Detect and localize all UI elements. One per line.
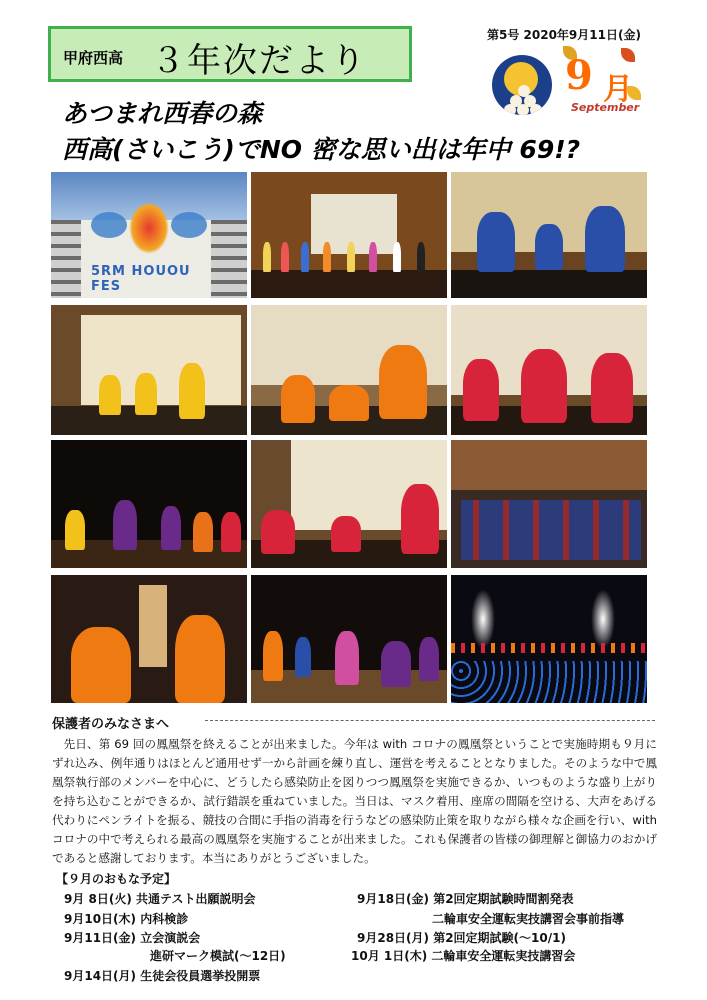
photo-audience bbox=[451, 440, 647, 568]
photo-red-game bbox=[451, 305, 647, 435]
photo-orange-game bbox=[251, 305, 447, 435]
newsletter-title-box bbox=[48, 26, 412, 82]
school-name: 甲府西高 bbox=[63, 49, 124, 67]
schedule-item: 9月11日(金) 立会演説会 bbox=[64, 931, 201, 945]
photo-drawing-game bbox=[251, 440, 447, 568]
schedule-item: 9月18日(金) 第2回定期試験時間割発表 bbox=[357, 892, 574, 906]
schedule-item: 10月 1日(木) 二輪車安全運転実技講習会 bbox=[351, 949, 576, 963]
headline-line-1: あつまれ西春の森 bbox=[62, 99, 263, 128]
headline-line-2: 西高(さいこう)でNO 密な思い出は年中 69!? bbox=[62, 135, 581, 164]
photo-dance-stage bbox=[251, 575, 447, 703]
newsletter-title: ３年次だより bbox=[151, 41, 367, 81]
schedule-item: 二輪車安全運転実技講習会事前指導 bbox=[432, 912, 625, 926]
mural-banner-text: 5RM HOUOU FES bbox=[91, 264, 191, 294]
heading-divider bbox=[205, 720, 655, 721]
photo-yellow-game bbox=[51, 305, 247, 435]
letter-heading: 保護者のみなさまへ bbox=[52, 717, 170, 732]
moon-illustration bbox=[492, 55, 552, 115]
photo-phoenix-mural bbox=[51, 172, 247, 298]
month-english: September bbox=[571, 101, 640, 114]
photo-finale-fountains bbox=[451, 575, 647, 703]
photo-dance-purple bbox=[51, 440, 247, 568]
schedule-item: 9月10日(木) 内科検診 bbox=[64, 912, 189, 926]
schedule-item: 9月28日(月) 第2回定期試験(～10/1) bbox=[357, 931, 566, 945]
schedule-item: 進研マーク模試(～12日) bbox=[150, 949, 286, 963]
photo-results-stage bbox=[251, 172, 447, 298]
month-number: 9 bbox=[565, 52, 593, 99]
photo-box-stacking bbox=[51, 575, 247, 703]
schedule-item: 9月14日(月) 生徒会役員選挙投開票 bbox=[64, 969, 261, 983]
letter-body: 先日、第 69 回の鳳凰祭を終えることが出来ました。今年は with コロナの鳳凰祭ということで実施時期も９月にずれ込み、例年通りはほとんど通用せず一から計画を練り直し、運営を考えることとなりました。そのような中で鳳凰祭執行部のメンバーを中心に、どうしたら感染防止を図りつつ鳳凰祭を実施できるか、いつものような盛り上がりを持ち込むことができるか、試行錯誤を重ねていました。当日は、マスク着用、座席の間隔を空ける、大声をあげる代わりにペンライトを振る、競技の合間に手指の消毒を行うなどの感染防止策を取りながら様々な企画を行い、with コロナの中で考えられる最高の鳳凰祭を実施することが出来ました。これも保護者の皆様の御理解と御協力のおかげであると感謝しております。本当にありがとうございました。 bbox=[52, 737, 657, 865]
issue-date: 第5号 2020年9月11日(金) bbox=[487, 28, 641, 42]
photo-blue-shirts bbox=[451, 172, 647, 298]
schedule-item: 9月 8日(火) 共通テスト出願説明会 bbox=[64, 892, 256, 906]
month-emblem bbox=[563, 46, 641, 118]
month-kanji: 月 bbox=[603, 72, 633, 107]
schedule-title: 【９月のおもな予定】 bbox=[56, 872, 177, 886]
